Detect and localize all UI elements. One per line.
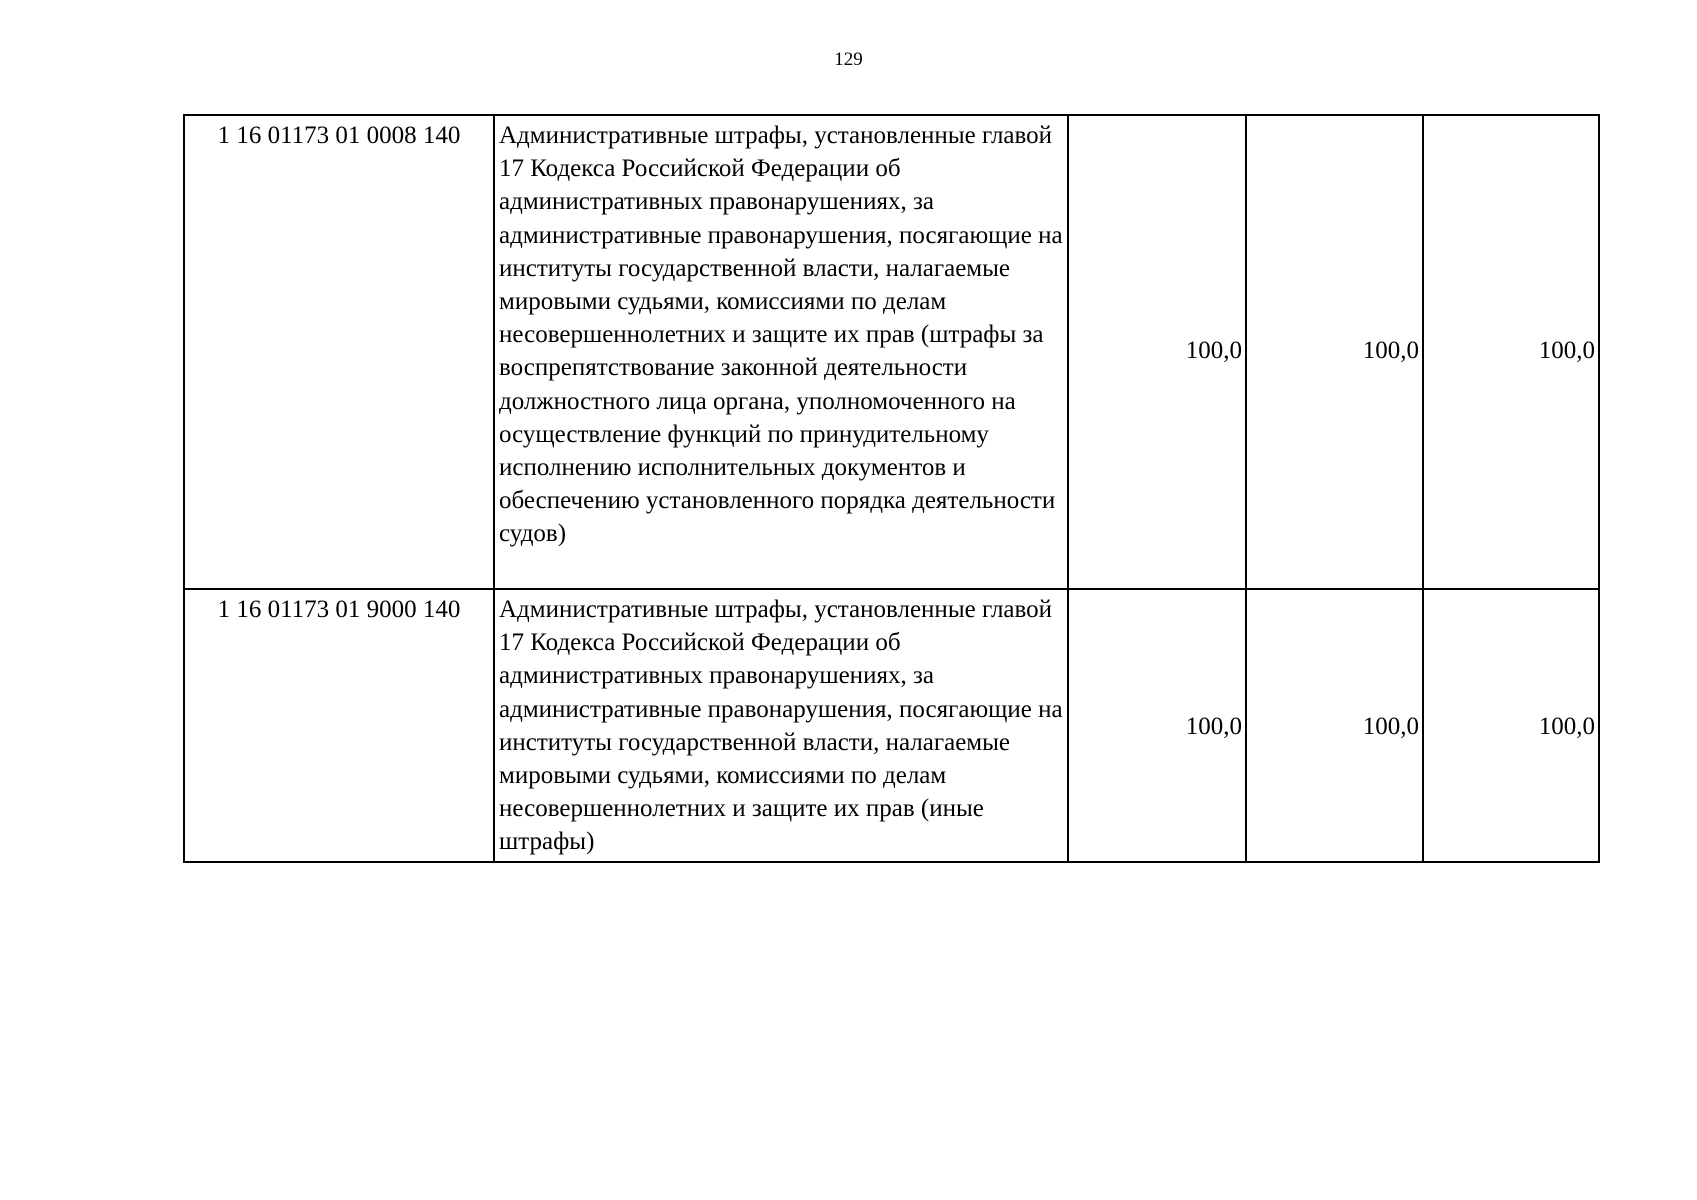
table-row — [184, 115, 1599, 589]
amount-year-3: 100,0 — [1423, 589, 1599, 862]
budget-table — [183, 114, 1600, 863]
revenue-name: Административные штрафы, установленные главой 17 Кодекса Российской Федерации об административных правонарушениях, за административные правонарушения, посягающие на институты государственной власти, налагаемые мировыми судьями, комиссиями по делам несовершеннолетних и защите их прав (штрафы за воспрепятствование законной деятельности должностного лица органа, уполномоченного на осуществление функций по принудительному исполнению исполнительных документов и обеспечению установленного порядка деятельности судов) — [494, 115, 1068, 589]
amount-year-1: 100,0 — [1068, 589, 1246, 862]
page-number: 129 — [834, 49, 863, 70]
budget-classification-code: 1 16 01173 01 0008 140 — [184, 115, 494, 589]
amount-year-2: 100,0 — [1246, 115, 1423, 589]
revenue-name: Административные штрафы, установленные главой 17 Кодекса Российской Федерации об административных правонарушениях, за административные правонарушения, посягающие на институты государственной власти, налагаемые мировыми судьями, комиссиями по делам несовершеннолетних и защите их прав (иные штрафы) — [494, 589, 1068, 862]
table-row — [184, 589, 1599, 862]
amount-year-3: 100,0 — [1423, 115, 1599, 589]
amount-year-1: 100,0 — [1068, 115, 1246, 589]
amount-year-2: 100,0 — [1246, 589, 1423, 862]
budget-classification-code: 1 16 01173 01 9000 140 — [184, 589, 494, 862]
